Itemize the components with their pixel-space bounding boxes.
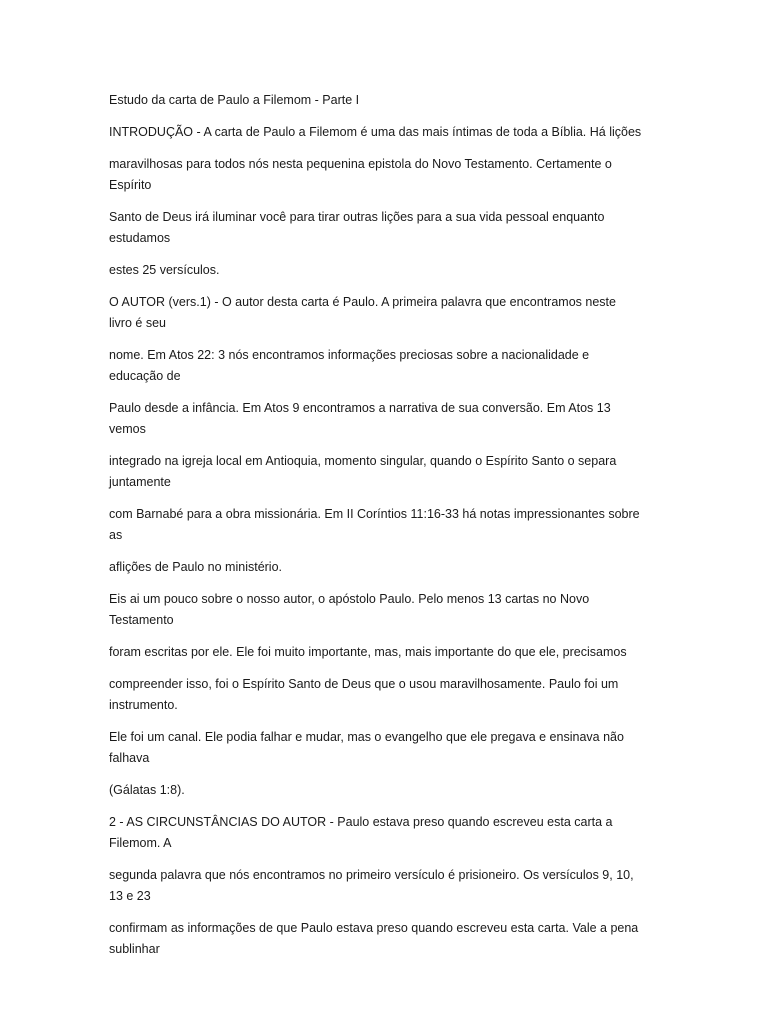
document-title (109, 90, 664, 111)
paragraph-line: nome. Em Atos 22: 3 nós encontramos informações preciosas sobre a nacionalidade e (109, 348, 590, 362)
paragraph (109, 154, 664, 196)
paragraph-line: O AUTOR (vers.1) - O autor desta carta é Paulo. A primeira palavra que encontramos neste (109, 295, 616, 309)
paragraph-line: Eis ai um pouco sobre o nosso autor, o apóstolo Paulo. Pelo menos 13 cartas no Novo (109, 592, 590, 606)
paragraph-line: falhava (109, 751, 150, 765)
paragraph (109, 642, 664, 663)
paragraph-line: instrumento. (109, 698, 178, 712)
paragraph-line: compreender isso, foi o Espírito Santo de Deus que o usou maravilhosamente. Paulo foi um (109, 677, 619, 691)
paragraph (109, 918, 664, 960)
paragraph-line: Espírito (109, 178, 152, 192)
paragraph-line: Estudo da carta de Paulo a Filemom - Parte I (109, 93, 360, 107)
paragraph-line: segunda palavra que nós encontramos no primeiro versículo é prisioneiro. Os versículos 9, 10, (109, 868, 634, 882)
paragraph (109, 122, 664, 143)
paragraph-line: educação de (109, 369, 181, 383)
paragraph (109, 451, 664, 493)
paragraph (109, 674, 664, 716)
paragraph-line: sublinhar (109, 942, 160, 956)
paragraph (109, 292, 664, 334)
paragraph (109, 865, 664, 907)
paragraph (109, 207, 664, 249)
paragraph (109, 504, 664, 546)
paragraph-line: Ele foi um canal. Ele podia falhar e mudar, mas o evangelho que ele pregava e ensinava não (109, 730, 624, 744)
paragraph-line: integrado na igreja local em Antioquia, momento singular, quando o Espírito Santo o separa (109, 454, 617, 468)
paragraph (109, 557, 664, 578)
paragraph-line: Filemom. A (109, 836, 172, 850)
paragraph-line: estudamos (109, 231, 171, 245)
paragraph-line: Testamento (109, 613, 174, 627)
paragraph (109, 398, 664, 440)
paragraph-line: aflições de Paulo no ministério. (109, 560, 283, 574)
paragraph-line: as (109, 528, 123, 542)
paragraph-line: vemos (109, 422, 146, 436)
paragraph (109, 260, 664, 281)
paragraph-line: (Gálatas 1:8). (109, 783, 185, 797)
paragraph (109, 780, 664, 801)
paragraph-line: 2 - AS CIRCUNSTÂNCIAS DO AUTOR - Paulo estava preso quando escreveu esta carta a (109, 815, 613, 829)
paragraph-line: Santo de Deus irá iluminar você para tirar outras lições para a sua vida pessoal enquanto (109, 210, 605, 224)
paragraph-line: juntamente (109, 475, 171, 489)
paragraph-line: estes 25 versículos. (109, 263, 220, 277)
paragraph (109, 812, 664, 854)
paragraph-line: foram escritas por ele. Ele foi muito importante, mas, mais importante do que ele, precisamos (109, 645, 627, 659)
paragraph-line: maravilhosas para todos nós nesta pequenina epistola do Novo Testamento. Certamente o (109, 157, 612, 171)
paragraph-line: 13 e 23 (109, 889, 151, 903)
paragraph-line: livro é seu (109, 316, 166, 330)
paragraph (109, 345, 664, 387)
paragraph-line: confirmam as informações de que Paulo estava preso quando escreveu esta carta. Vale a pena (109, 921, 639, 935)
paragraph (109, 727, 664, 769)
paragraph (109, 589, 664, 631)
paragraph-line: Paulo desde a infância. Em Atos 9 encontramos a narrativa de sua conversão. Em Atos 13 (109, 401, 611, 415)
paragraph-line: INTRODUÇÃO - A carta de Paulo a Filemom é uma das mais íntimas de toda a Bíblia. Há lições (109, 125, 642, 139)
paragraph-line: com Barnabé para a obra missionária. Em II Coríntios 11:16-33 há notas impressionantes sobre (109, 507, 640, 521)
